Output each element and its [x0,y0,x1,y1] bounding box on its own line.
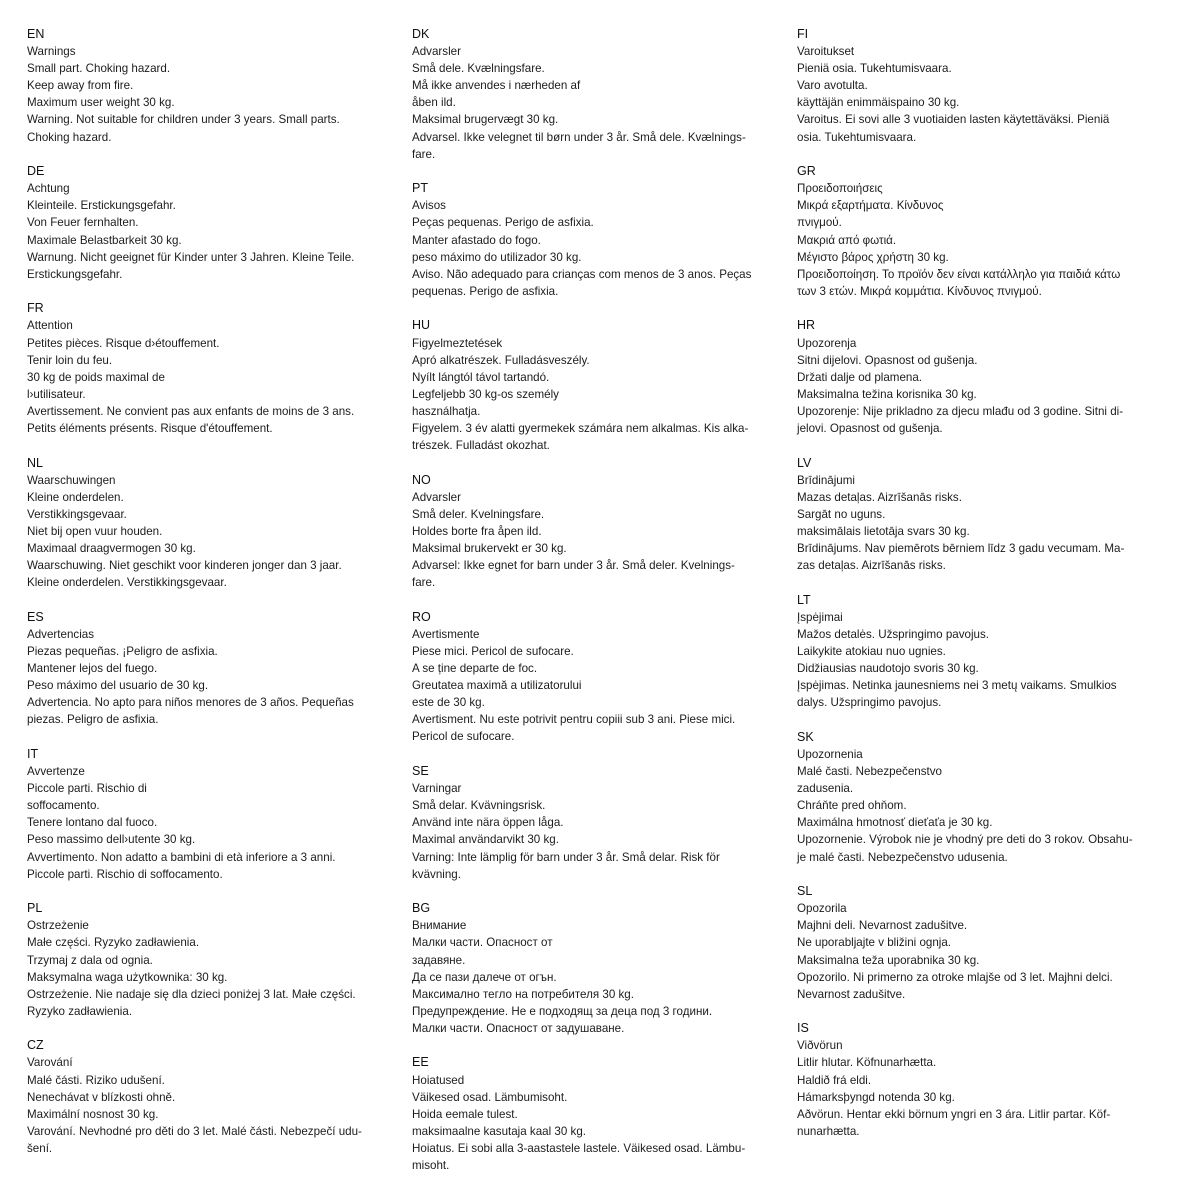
warning-text-line: Upozorenje: Nije prikladno za djecu mlađu od 3 godine. Sitni di- [797,404,1124,418]
warning-text-line: Mažos detalės. Užspringimo pavojus. [797,627,990,641]
warning-text-line: Peso massimo dell›utente 30 kg. [27,833,196,847]
warning-text-line: Μέγιστο βάρος χρήστη 30 kg. [797,250,949,264]
warning-heading: Waarschuwingen [27,473,116,487]
language-column-2 [412,26,784,1192]
warning-text-line: osia. Tukehtumisvaara. [797,130,917,144]
warning-section-de [27,163,399,283]
warning-text-line: Advertencia. No apto para niños menores de 3 años. Pequeñas [27,696,354,710]
language-code: FI [797,27,809,41]
warning-text-line: zadusenia. [797,782,854,796]
language-code: DE [27,164,45,179]
warning-heading: Avisos [412,199,446,213]
warning-text-line: Petits éléments présents. Risque d'étouffement. [27,421,273,435]
warning-text-line: Малки части. Опасност от задушаване. [412,1021,625,1035]
warning-text-line: Avertissement. Ne convient pas aux enfants de moins de 3 ans. [27,404,355,418]
language-code: ES [27,609,44,624]
warning-text-line: Erstickungsgefahr. [27,267,123,281]
warning-text-line: Varo avotulta. [797,79,868,93]
language-code: HR [797,318,816,333]
language-code: RO [412,609,431,624]
language-code: SK [797,729,814,744]
warning-text-line: Malé časti. Nebezpečenstvo [797,765,942,779]
warning-text-line: Små delar. Kvävningsrisk. [412,799,546,813]
language-code: PT [412,181,428,196]
warning-section-is [797,1020,1173,1140]
warning-text-line: zas detaļas. Aizrīšanās risks. [797,559,946,573]
warning-section-fi [797,26,1173,146]
warning-text-line: Brīdinājums. Nav piemērots bērniem līdz 3 gadu vecumam. Ma- [797,542,1125,556]
warning-text-line: Ryzyko zadławienia. [27,1004,133,1018]
warning-text-line: Малки части. Опасност от [412,936,553,950]
warning-text-line: Hoiatus. Ei sobi alla 3-aastastele lastele. Väikesed osad. Lämbu- [412,1141,746,1155]
warning-text-line: A se ține departe de foc. [412,662,538,676]
warning-text-line: Sargāt no uguns. [797,507,886,521]
warning-heading: Warnings [27,45,76,59]
warning-text-line: Avertisment. Nu este potrivit pentru copiii sub 3 ani. Piese mici. [412,713,736,727]
language-code: FR [27,301,44,316]
warning-section-fr [27,300,399,437]
warning-text-line: Trzymaj z dala od ognia. [27,953,153,967]
warning-text-line: Haldið frá eldi. [797,1073,872,1087]
warning-section-ee [412,1054,784,1174]
warning-text-line: jelovi. Opasnost od gušenja. [797,421,943,435]
warning-text-line: Använd inte nära öppen låga. [412,816,564,830]
warning-text-line: Små dele. Kvælningsfare. [412,62,545,76]
warning-text-line: Maksimalna težina korisnika 30 kg. [797,387,977,401]
warning-text-line: Petites pièces. Risque d›étouffement. [27,336,220,350]
warning-heading: Advarsler [412,490,461,504]
warning-heading: Viðvörun [797,1039,843,1053]
warning-text-line: Įspėjimas. Netinka jaunesniems nei 3 metų vaikams. Smulkios [797,679,1117,693]
warning-text-line: Maximaal draagvermogen 30 kg. [27,542,196,556]
warning-heading: Внимание [412,919,467,933]
warning-text-line: Piese mici. Pericol de sufocare. [412,645,574,658]
warning-text-line: Piccole parti. Rischio di [27,782,147,796]
warning-text-line: Waarschuwing. Niet geschikt voor kinderen jonger dan 3 jaar. [27,559,342,573]
warning-text-line: használhatja. [412,404,481,418]
warning-text-line: Niet bij open vuur houden. [27,524,163,538]
warning-heading: Varování [27,1056,73,1070]
warning-text-line: Ostrzeżenie. Nie nadaje się dla dzieci poniżej 3 lat. Małe części. [27,987,356,1001]
warning-text-line: Ne uporabljajte v bližini ognja. [797,936,952,950]
warning-section-hr [797,317,1173,437]
language-column-3 [797,26,1173,1157]
language-code: IS [797,1021,809,1036]
warning-section-dk [412,26,784,163]
warning-text-line: Sitni dijelovi. Opasnost od gušenja. [797,353,978,367]
warning-heading: Advertencias [27,627,95,641]
warning-text-line: Legfeljebb 30 kg-os személy [412,387,559,401]
warning-text-line: Varoitus. Ei sovi alle 3 vuotiaiden lasten käytettäväksi. Pieniä [797,113,1110,127]
warning-text-line: Chráňte pred ohňom. [797,799,907,813]
warning-section-pl [27,900,399,1020]
warning-heading: Avertismente [412,627,480,641]
language-code: LV [797,455,812,470]
warning-text-line: Kleinteile. Erstickungsgefahr. [27,199,176,213]
warning-text-line: Peças pequenas. Perigo de asfixia. [412,216,594,230]
warning-section-en [27,26,399,146]
warning-text-line: piezas. Peligro de asfixia. [27,713,159,727]
language-code: DK [412,27,430,41]
warning-heading: Attention [27,319,73,333]
warning-text-line: Advarsel. Ikke velegnet til børn under 3 år. Små dele. Kvælnings- [412,130,746,144]
warning-heading: Achtung [27,182,70,196]
warning-text-line: Avvertimento. Non adatto a bambini di età inferiore a 3 anni. [27,850,336,864]
warning-section-pt [412,180,784,300]
language-code: PL [27,901,43,916]
warning-text-line: Maximální nosnost 30 kg. [27,1107,159,1121]
warning-text-line: Maksymalna waga użytkownika: 30 kg. [27,970,228,984]
language-code: GR [797,164,816,179]
warning-heading: Προειδοποιήσεις [797,182,883,196]
warning-text-line: Majhni deli. Nevarnost zadušitve. [797,919,968,933]
language-code: EN [27,27,45,41]
warning-text-line: Μικρά εξαρτήματα. Κίνδυνος [797,199,944,213]
warning-text-line: käyttäjän enimmäispaino 30 kg. [797,96,960,110]
warning-text-line: Väikesed osad. Lämbumisoht. [412,1090,568,1104]
warning-text-line: Keep away from fire. [27,79,134,93]
warning-text-line: este de 30 kg. [412,696,485,710]
warning-section-it [27,746,399,883]
warning-section-cz [27,1037,399,1157]
warning-text-line: l›utilisateur. [27,387,86,401]
warning-text-line: soffocamento. [27,799,100,813]
warning-text-line: fare. [412,147,436,161]
warning-text-line: Maximum user weight 30 kg. [27,96,175,110]
warning-text-line: Mazas detaļas. Aizrīšanās risks. [797,490,962,504]
warning-text-line: Verstikkingsgevaar. [27,507,127,521]
warning-heading: Upozorenja [797,336,857,350]
warning-text-line: peso máximo do utilizador 30 kg. [412,250,582,264]
language-code: SL [797,884,813,899]
language-code: NO [412,472,431,487]
warning-text-line: Maksimal brukervekt er 30 kg. [412,542,567,556]
warning-section-se [412,763,784,883]
warning-text-line: Mantener lejos del fuego. [27,662,158,676]
warning-text-line: Kleine onderdelen. Verstikkingsgevaar. [27,576,227,590]
warning-section-gr [797,163,1173,300]
warning-section-sk [797,729,1173,866]
warning-text-line: Maksimal brugervægt 30 kg. [412,113,559,127]
warning-heading: Įspėjimai [797,610,843,624]
warning-text-line: Varování. Nevhodné pro děti do 3 let. Malé části. Nebezpečí udu- [27,1124,362,1138]
warning-text-line: maksimālais lietotāja svars 30 kg. [797,524,970,538]
warning-text-line: maksimaalne kasutaja kaal 30 kg. [412,1124,586,1138]
warning-text-line: Предупреждение. Не е подходящ за деца под 3 години. [412,1004,713,1018]
warning-text-line: je malé časti. Nebezpečenstvo udusenia. [797,850,1008,864]
warning-text-line: Warnung. Nicht geeignet für Kinder unter 3 Jahren. Kleine Teile. [27,250,355,264]
warning-text-line: dalys. Užspringimo pavojus. [797,696,942,710]
warning-text-line: Holdes borte fra åpen ild. [412,524,542,538]
language-code: BG [412,901,431,916]
warning-text-line: Maximálna hmotnosť dieťaťa je 30 kg. [797,816,993,830]
warning-section-hu [412,317,784,454]
warning-text-line: Aðvörun. Hentar ekki börnum yngri en 3 ára. Litlir partar. Köf- [797,1107,1111,1121]
warning-text-line: Advarsel: Ikke egnet for barn under 3 år. Små deler. Kvelnings- [412,559,735,573]
warning-text-line: Nevarnost zadušitve. [797,987,906,1001]
warning-heading: Avvertenze [27,765,85,779]
warning-heading: Hoiatused [412,1073,465,1087]
language-code: IT [27,746,39,761]
warning-text-line: Opozorilo. Ni primerno za otroke mlajše od 3 let. Majhni delci. [797,970,1113,984]
warning-text-line: Piccole parti. Rischio di soffocamento. [27,867,223,881]
warning-text-line: trészek. Fulladást okozhat. [412,439,550,453]
warning-text-line: Må ikke anvendes i nærheden af [412,79,581,93]
language-code: SE [412,764,429,779]
warning-text-line: Små deler. Kvelningsfare. [412,507,545,521]
warning-text-line: Pieniä osia. Tukehtumisvaara. [797,62,952,76]
warning-text-line: Držati dalje od plamena. [797,370,923,384]
language-code: HU [412,318,431,333]
warning-text-line: Warning. Not suitable for children under 3 years. Small parts. [27,113,340,127]
warning-text-line: Malé části. Riziko udušení. [27,1073,165,1087]
warning-text-line: Von Feuer fernhalten. [27,216,139,230]
warning-text-line: pequenas. Perigo de asfixia. [412,284,559,298]
warning-text-line: Greutatea maximă a utilizatorului [412,679,582,693]
warning-heading: Brīdinājumi [797,473,855,487]
warning-heading: Varningar [412,782,462,796]
warning-heading: Ostrzeżenie [27,919,89,933]
warning-text-line: Małe części. Ryzyko zadławienia. [27,936,200,950]
warning-text-line: задавяне. [412,953,466,967]
warning-text-line: Hámarksþyngd notenda 30 kg. [797,1090,955,1104]
warning-text-line: Apró alkatrészek. Fulladásveszély. [412,353,590,367]
warning-text-line: fare. [412,576,436,590]
warning-text-line: Choking hazard. [27,130,112,144]
warning-text-line: Tenir loin du feu. [27,353,113,367]
warning-text-line: åben ild. [412,96,456,110]
warning-section-nl [27,455,399,592]
language-column-1 [27,26,399,1175]
warning-text-line: Pericol de sufocare. [412,730,515,744]
warning-section-no [412,472,784,592]
warning-text-line: Hoida eemale tulest. [412,1107,518,1121]
warning-text-line: misoht. [412,1159,450,1173]
warning-text-line: Максимално тегло на потребителя 30 kg. [412,987,634,1001]
language-code: EE [412,1055,429,1070]
warning-text-line: šení. [27,1141,53,1155]
language-code: LT [797,592,811,607]
warning-text-line: Προειδοποίηση. Το προϊόν δεν είναι κατάλληλο για παιδιά κάτω [797,267,1121,281]
warning-text-line: Varning: Inte lämplig för barn under 3 år. Små delar. Risk för [412,850,720,864]
warning-text-line: Laikykite atokiau nuo ugnies. [797,645,946,658]
warning-text-line: Figyelem. 3 év alatti gyermekek számára nem alkalmas. Kis alka- [412,421,749,435]
warning-text-line: Maximal användarvikt 30 kg. [412,833,559,847]
warning-text-line: Maximale Belastbarkeit 30 kg. [27,233,182,247]
warning-section-bg [412,900,784,1037]
warning-heading: Advarsler [412,45,461,59]
warning-text-line: Small part. Choking hazard. [27,62,171,76]
warning-text-line: Upozornenie. Výrobok nie je vhodný pre deti do 3 rokov. Obsahu- [797,833,1133,847]
warning-heading: Opozorila [797,902,847,916]
warning-text-line: πνιγμού. [797,216,842,230]
language-code: NL [27,455,43,470]
warning-text-line: kvävning. [412,867,461,881]
warning-text-line: Nenechávat v blízkosti ohně. [27,1090,176,1104]
warning-text-line: Да се пази далече от огън. [412,970,557,984]
warning-text-line: Aviso. Não adequado para crianças com menos de 3 anos. Peças [412,267,752,281]
warning-text-line: Peso máximo del usuario de 30 kg. [27,679,209,693]
warning-text-line: Kleine onderdelen. [27,490,124,504]
warning-text-line: των 3 ετών. Μικρά κομμάτια. Κίνδυνος πνιγμού. [797,284,1042,298]
warning-text-line: Litlir hlutar. Köfnunarhætta. [797,1056,937,1070]
warning-text-line: nunarhætta. [797,1124,860,1138]
warning-section-ro [412,609,784,746]
warning-text-line: Manter afastado do fogo. [412,233,541,247]
warning-heading: Varoitukset [797,45,855,59]
warning-text-line: Nyílt lángtól távol tartandó. [412,370,550,384]
warning-heading: Upozornenia [797,747,863,761]
warning-heading: Figyelmeztetések [412,336,503,350]
warning-text-line: Didžiausias naudotojo svoris 30 kg. [797,662,979,676]
warning-section-sl [797,883,1173,1003]
warning-section-lt [797,592,1173,712]
warning-text-line: Piezas pequeñas. ¡Peligro de asfixia. [27,645,218,658]
warning-section-lv [797,455,1173,575]
warning-text-line: 30 kg de poids maximal de [27,370,165,384]
warning-text-line: Tenere lontano dal fuoco. [27,816,158,830]
warning-text-line: Μακριά από φωτιά. [797,233,897,247]
warning-section-es [27,609,399,729]
language-code: CZ [27,1038,44,1053]
warning-text-line: Maksimalna teža uporabnika 30 kg. [797,953,980,967]
